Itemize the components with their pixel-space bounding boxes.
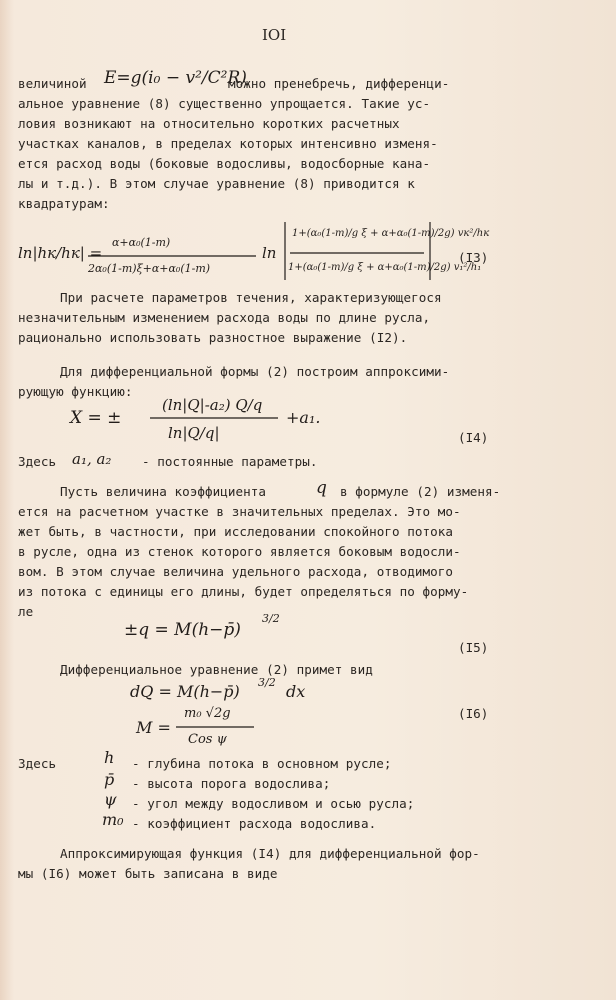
eq15-exponent: 3/2 xyxy=(262,612,280,625)
eq14-x: X = ± xyxy=(70,408,122,428)
eq16-fraction-bar xyxy=(176,726,256,730)
eq14-fraction-bar xyxy=(150,417,280,421)
eq13-number: (I3) xyxy=(458,250,489,265)
text-line: в русле, одна из стенок которого является боковым водосли- xyxy=(18,544,461,559)
eq16-dx: dx xyxy=(286,682,306,701)
text-line: ле xyxy=(18,604,34,619)
legend-text: - коэффициент расхода водослива. xyxy=(132,816,377,831)
text-line: жет быть, в частности, при исследовании спокойного потока xyxy=(18,524,454,539)
eq13-lhs: ln|hк/hк| = xyxy=(18,244,103,262)
eq13-inner-numerator: 1+(α₀(1-m)/g ξ + α+α₀(1-m)/2g) vк²/hк xyxy=(292,228,490,239)
text-line: из потока с единицы его длины, будет определяться по форму- xyxy=(18,584,469,599)
text-line: Для дифференциальной формы (2) построим аппроксими- xyxy=(60,364,450,379)
text-line: ловия возникают на относительно коротких расчетных xyxy=(18,116,400,131)
text-line: можно пренебречь, дифференци- xyxy=(228,76,450,91)
params-a1-a2: a₁, a₂ xyxy=(72,450,112,468)
eq13-fraction-bar xyxy=(88,255,258,259)
text-line: мы (I6) может быть записана в виде xyxy=(18,866,278,881)
eq13-inner-bar xyxy=(290,252,426,256)
eq16-line1: dQ = M(h−p̄) xyxy=(130,682,240,701)
legend-text: - угол между водосливом и осью русла; xyxy=(132,796,415,811)
legend-symbol: h xyxy=(104,748,115,767)
legend-text: - глубина потока в основном русле; xyxy=(132,756,392,771)
legend-symbol: ψ xyxy=(104,790,117,809)
eq14-denominator: ln|Q/q| xyxy=(168,424,220,442)
eq14-numerator: (ln|Q|-a₂) Q/q xyxy=(162,396,263,414)
text-line: ется на расчетном участке в значительных пределах. Это мо- xyxy=(18,504,461,519)
eq13-frac-denominator: 2α₀(1-m)ξ+α+α₀(1-m) xyxy=(88,262,211,275)
text-line: участках каналов, в пределах которых интенсивно изменя- xyxy=(18,136,438,151)
text-line: Здесь xyxy=(18,756,57,771)
eq16-number: (I6) xyxy=(458,706,489,721)
text-line: Аппроксимирующая функция (I4) для дифференциальной фор- xyxy=(60,846,480,861)
eq15-number: (I5) xyxy=(458,640,489,655)
eq14-tail: +a₁. xyxy=(286,408,321,427)
eq13-ln: ln xyxy=(262,244,277,262)
eq15-body: ±q = M(h−p̄) xyxy=(124,620,241,640)
text-line: в формуле (2) изменя- xyxy=(340,484,501,499)
text-line: Пусть величина коэффициента xyxy=(60,484,267,499)
eq13-abs-right xyxy=(428,222,434,282)
eq16-m-denominator: Cos ψ xyxy=(188,732,227,747)
eq14-number: (I4) xyxy=(458,430,489,445)
legend-text: - высота порога водослива; xyxy=(132,776,331,791)
text-line: При расчете параметров течения, характеризующегося xyxy=(60,290,442,305)
text-line: Здесь xyxy=(18,454,57,469)
eq16-m-numerator: m₀ √2g xyxy=(184,706,231,721)
eq16-exponent: 3/2 xyxy=(258,676,276,689)
text-line: Дифференциальное уравнение (2) примет вид xyxy=(60,662,373,677)
eq13-frac-numerator: α+α₀(1-m) xyxy=(112,236,171,249)
legend-symbol: p̄ xyxy=(104,770,115,789)
formula-energy: E=g(i₀ − v²/C²R) xyxy=(104,68,247,88)
text-line: - постоянные параметры. xyxy=(142,454,318,469)
text-line: ется расход воды (боковые водосливы, водосборные кана- xyxy=(18,156,431,171)
text-line: величиной xyxy=(18,76,87,91)
text-line: вом. В этом случае величина удельного расхода, отводимого xyxy=(18,564,454,579)
eq16-m-lhs: M = xyxy=(136,718,171,737)
eq13-abs-left xyxy=(283,222,289,282)
var-q: q xyxy=(316,478,327,498)
page-number: IOI xyxy=(262,26,287,44)
text-line: рационально использовать разностное выражение (I2). xyxy=(18,330,408,345)
text-line: рующую функцию: xyxy=(18,384,133,399)
text-line: незначительным изменением расхода воды по длине русла, xyxy=(18,310,431,325)
eq13-inner-denominator: 1+(α₀(1-m)/g ξ + α+α₀(1-m)/2g) v₁²/h₁ xyxy=(288,262,482,273)
text-line: квадратурам: xyxy=(18,196,110,211)
text-line: лы и т.д.). В этом случае уравнение (8) приводится к xyxy=(18,176,415,191)
legend-symbol: m₀ xyxy=(102,810,124,829)
text-line: альное уравнение (8) существенно упрощается. Такие ус- xyxy=(18,96,431,111)
